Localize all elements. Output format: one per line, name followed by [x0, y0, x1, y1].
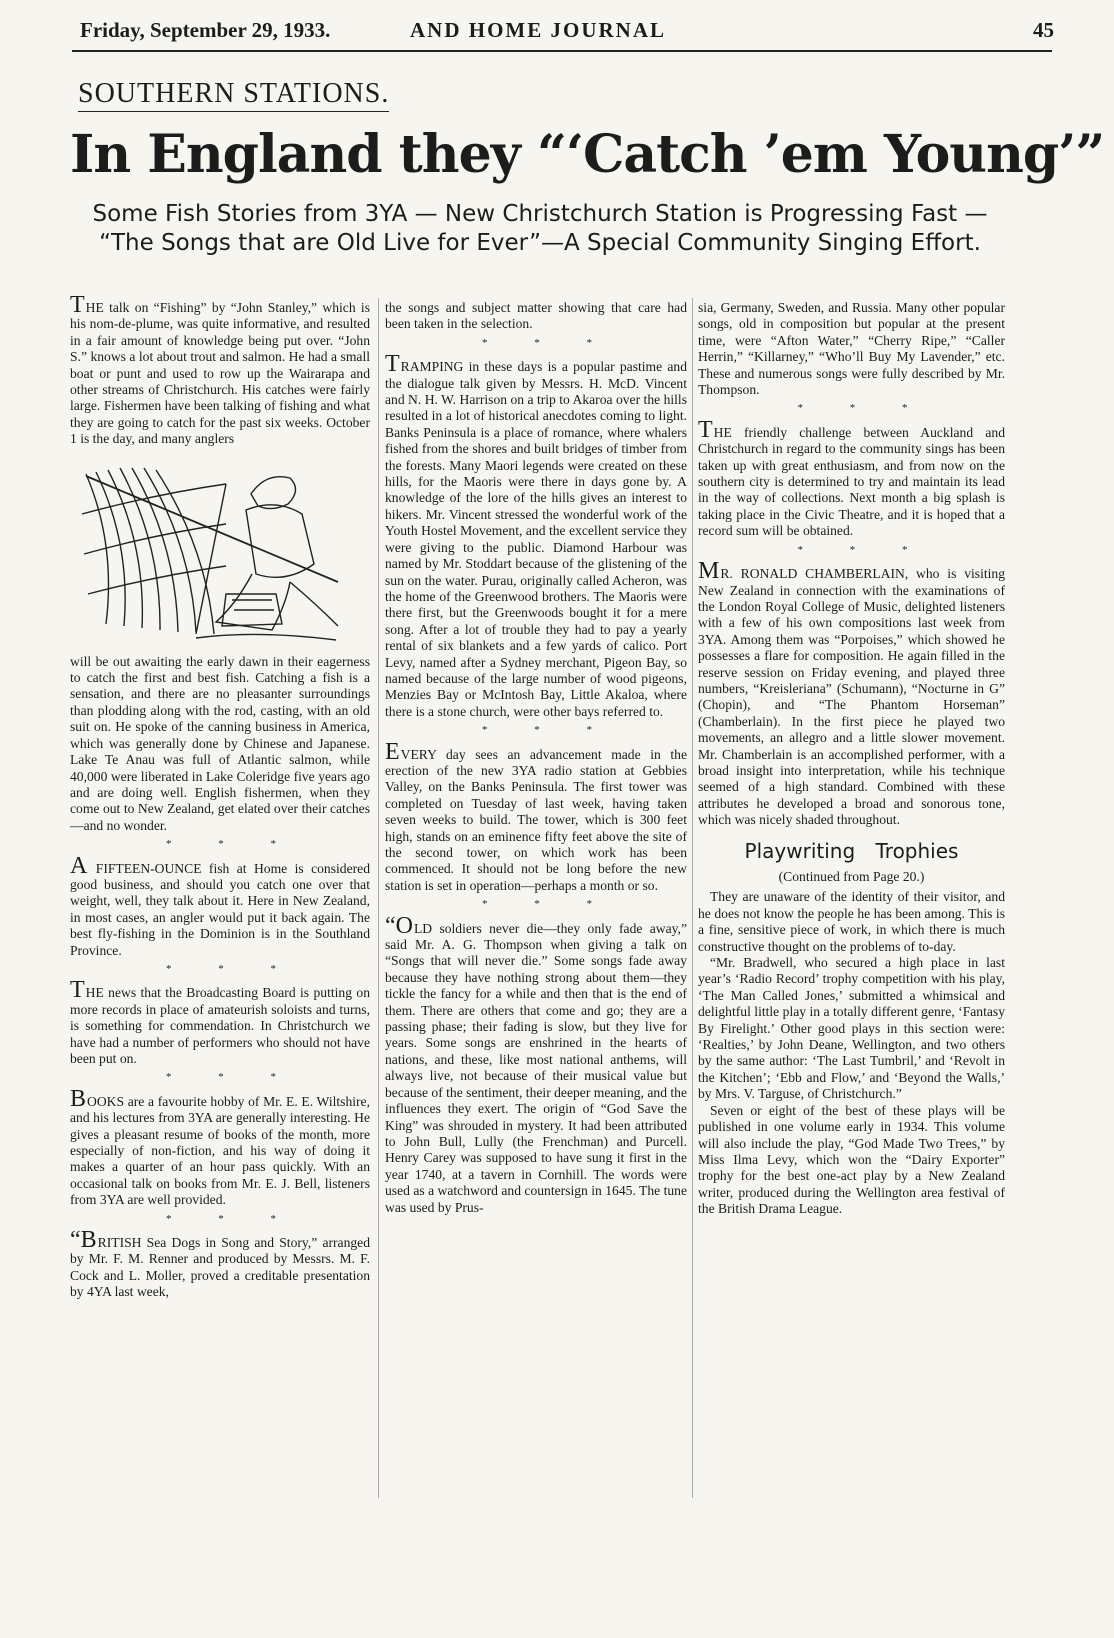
deck-subheadline: Some Fish Stories from 3YA — New Christchurch Station is Progressing Fast — “The Songs that are Old Live for Ever”—A Special Community Singing Effort. [92, 201, 988, 256]
drop-cap: T [698, 416, 713, 443]
separator: * * * [166, 1071, 298, 1084]
paragraph: will be out awaiting the early dawn in their eagerness to catch the first and best fish. Catching a fish is a sensation, and there are no pleasanter surroundings than plodding along with the rod, casting, with an old suit on. He spoke of the canning business in America, which was generally done by Chinese and Japanese. Lake Te Anau was full of Atlantic salmon, while 40,000 were liberated in Lake Coleridge five years ago and are doing well. English fishermen, when they come out to New Zealand, get elated over their catches—and no wonder. [70, 653, 370, 833]
header-date: Friday, September 29, 1933. [80, 18, 331, 42]
paragraph: A FIFTEEN-OUNCE fish at Home is considered good business, and should you catch one over that weight, well, they talk about it. Here in New Zealand, in most cases, an angler would put it back again. The best fly-fishing in the Dominion is in the Southland Province. [70, 852, 370, 958]
separator: * * * [482, 336, 614, 349]
separator: * * * [797, 402, 930, 415]
page-number: 45 [1033, 18, 1054, 42]
drop-cap: E [385, 738, 400, 765]
separator: * * * [797, 543, 930, 556]
continued-note: (Continued from Page 20.) [778, 869, 925, 884]
drop-cap: T [70, 292, 85, 318]
paragraph: EVERY day sees an advancement made in the erection of the new 3YA radio station at Gebbies Valley, on the Banks Peninsula. The first tower was completed on Tuesday of last week, having taken seven weeks to build. The tower, which is 300 feet high, stands on an eminence fifty feet above the site of the second tower, on which work has been commenced. It should not be long before the new station is set in operation—perhaps a month or so. [385, 738, 687, 893]
drop-cap: “O [385, 912, 413, 939]
paragraph: sia, Germany, Sweden, and Russia. Many other popular songs, old in composition but popular at the present time, were “Afton Water,” “Cherry Ripe,” “Caller Herrin,” “Killarney,” “Who’ll Buy My Lavender,” etc. These and numerous songs were fully described by Mr. Thompson. [698, 300, 1005, 398]
paragraph: MR. RONALD CHAMBERLAIN, who is visiting New Zealand in connection with the examinations of the London Royal College of Music, delighted listeners with a few of his own compositions last week from 3YA. Among them was “Porpoises,” which showed he possesses a flare for composition. He again filled in the reserve session on Friday evening, and played three numbers, “Kreisleriana” (Schumann), “Nocturne in G” (Chopin), and “The Phantom Horseman” (Chamberlain). In the first piece he played two movements, an allegro and a little slower movement. Mr. Chamberlain is an accomplished performer, with a broad insight into interpretation, while his technique seemed of a high standard. Combined with these attributes he developed a broad and sonorous tone, which was nicely shaded throughout. [698, 558, 1005, 828]
separator: * * * [482, 898, 614, 911]
paragraph: “Mr. Bradwell, who secured a high place in last year’s ‘Radio Record’ trophy competition with his play, ‘The Man Called Jones,’ submitted a whimsical and delightful little play in a totally different genre, ‘Fantasy By Firelight.’ Other good plays in this section were: ‘Realties,’ by John Deane, Wellington, and two others by the same author: ‘The Last Tumbril,’ and ‘Revolt in the Kitchen’; ‘Ebb and Flow,’ and ‘Beyond the Walls,’ by Mrs. V. Targuse, of Christchurch.” [698, 955, 1005, 1102]
paragraph: THE talk on “Fishing” by “John Stanley,” which is his nom-de-plume, was quite informative, and resulted in a fair amount of knowledge being put over. “John S.” knows a lot about trout and salmon. He had a small boat or punt and used to row up the Wairarapa and other streams of Christchurch. His catches were fairly large. Fishermen have been talking of fishing and what they are going to catch for the past six weeks. October 1 is the day, and many anglers [70, 292, 370, 447]
column-3 [698, 300, 1005, 1218]
separator: * * * [482, 724, 614, 737]
column-divider [378, 298, 379, 1498]
column-1 [70, 292, 370, 1301]
headline: In England they “‘Catch ’em Young’” [70, 124, 1105, 185]
drop-cap: A [70, 852, 88, 879]
separator: * * * [166, 838, 298, 851]
header-rule [72, 50, 1052, 52]
header-journal-title: AND HOME JOURNAL [410, 18, 666, 42]
drop-cap: M [698, 558, 720, 585]
separator: * * * [166, 1212, 298, 1225]
paragraph: BOOKS are a favourite hobby of Mr. E. E. Wiltshire, and his lectures from 3YA are generally interesting. He gives a pleasant resume of books of the month, more especially of non-fiction, and his way of doing it makes a quarter of an hour pass quickly. With an occasional talk on books from Mr. E. J. Bell, listeners from 3YA are well provided. [70, 1085, 370, 1208]
column-2 [385, 300, 687, 1216]
page-header [80, 18, 1074, 48]
separator: * * * [166, 962, 298, 975]
paragraph: the songs and subject matter showing that care had been taken in the selection. [385, 300, 687, 332]
paragraph: TRAMPING in these days is a popular pastime and the dialogue talk given by Messrs. H. McD. Vincent and N. H. W. Harrison on a trip to Akaroa over the hills resulted in a lot of historical anecdotes coming to light. Banks Peninsula is a place of romance, where whalers fished from the shores and built bridges of timber from the forests. Many Maori legends were created on these hills, for the Maoris were there in days gone by. A knowledge of the lore of the hills gives an interest to hikers. Mr. Vincent stressed the wonderful work of the Youth Hostel Movement, and the excellent service they were giving to the public. Diamond Harbour was named by Mr. Stoddart because of the glistening of the sun on the water. Purau, originally called Acheron, was the home of the Greenwood brothers. The Maoris were there first, but the Greenwoods bought it for a mere song. After a lot of trouble they had to pay a yearly rental of six blankets and a few yards of calico. Port Levy, named after a Sydney merchant, Pigeon Bay, so named because of the large number of wood pigeons, Menzies Bay or McIntosh Bay, Little Akaloa, where there is a stone church, were other bays referred to. [385, 351, 687, 719]
paragraph: THE news that the Broadcasting Board is putting on more records in place of amateurish soloists and turns, is something for commendation. In Christchurch we have had a number of performers who should not have been put on. [70, 977, 370, 1066]
column-divider [692, 298, 693, 1498]
drop-cap: B [70, 1085, 87, 1112]
paragraph: THE friendly challenge between Auckland and Christchurch in regard to the community sings has been taken up with great enthusiasm, and from now on the southern city is determined to try and maintain its lead in the way of collections. Next month a big splash is taking place in the Civic Theatre, and it is hoped that a record sum will be obtained. [698, 416, 1005, 539]
paragraph: Seven or eight of the best of these plays will be published in one volume early in 1934. This volume will also include the play, “God Made Two Trees,” by Miss Ilma Levy, which won the “Dairy Exporter” trophy for the best one-act play by a New Zealand writer, produced during the Wellington area festival of the British Drama League. [698, 1102, 1005, 1217]
paragraph: They are unaware of the identity of their visitor, and he does not know the people he has been among. This is a fine, sensitive piece of work, in which there is much constructive thought on the problems of to-day. [698, 889, 1005, 954]
drop-cap: T [385, 351, 400, 378]
drop-cap: T [70, 977, 85, 1004]
drop-cap: “B [70, 1227, 97, 1254]
section-title: SOUTHERN STATIONS. [78, 78, 389, 112]
box-title: Playwriting Trophies [744, 838, 959, 863]
paragraph: “OLD soldiers never die—they only fade away,” said Mr. A. G. Thompson when giving a talk on “Songs that will never die.” Some songs fade away because they have nothing strong about them—they tickle the fancy for a while and then that is the end of them. There are others that come and go; they are a passing phase; their fading is slow, but they live for years. Some songs are enshrined in the hearts of nations, and these, like most national anthems, will always live, not because of their musical value but because of the sentiment, their deeper meaning, and the influences they exert. The origin of “God Save the King” was shrouded in mystery. It had been attributed to John Bull, Lully (the Frenchman) and Purcell. Henry Carey was supposed to have sung it first in the year 1740, at a tavern in Cornhill. The words were used as a watchword and countersign in 1645. The tune was used by Prus- [385, 912, 687, 1215]
paragraph: “BRITISH Sea Dogs in Song and Story,” arranged by Mr. F. M. Renner and produced by Messrs. M. F. Cock and L. Moller, proved a creditable presentation by 4YA last week, [70, 1227, 370, 1300]
angler-illustration [76, 454, 368, 646]
